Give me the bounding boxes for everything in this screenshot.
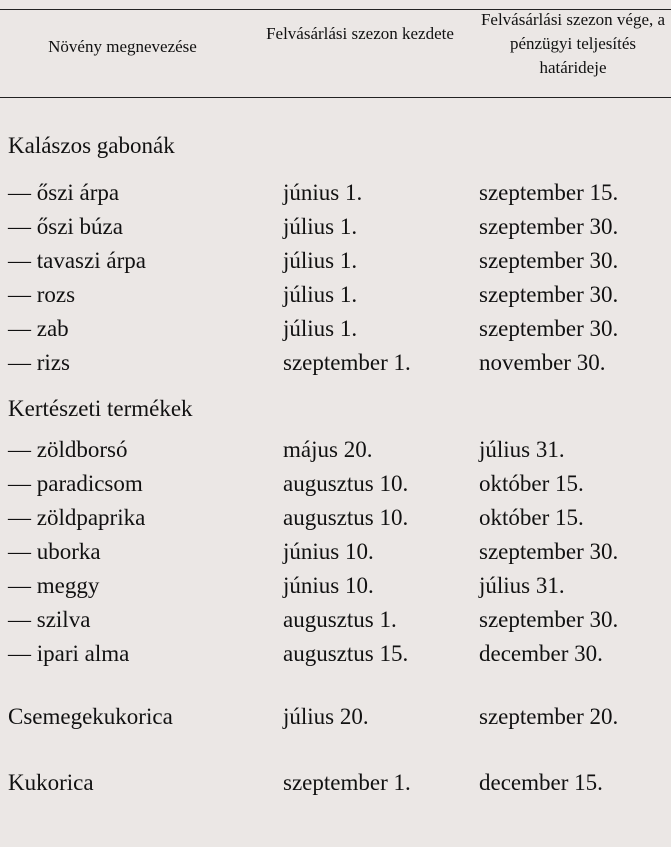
plant-name: — zöldpaprika <box>8 505 146 530</box>
header-season-end: Felvásárlási szezon vége, a pénzügyi teljesítés határideje <box>480 10 666 77</box>
season-end: szeptember 30. <box>479 282 619 307</box>
plant-name: Kukorica <box>8 770 94 795</box>
season-start: június 10. <box>283 573 374 598</box>
season-start: július 20. <box>283 704 369 729</box>
plant-name: — őszi árpa <box>8 180 120 205</box>
plant-name: — zab <box>8 316 69 341</box>
season-end: szeptember 30. <box>479 316 619 341</box>
plant-name: — ipari alma <box>8 641 130 666</box>
table-row <box>0 178 671 210</box>
plant-name: — tavaszi árpa <box>8 248 146 273</box>
season-start: szeptember 1. <box>283 770 411 795</box>
table-row <box>0 639 671 671</box>
plant-name: Csemegekukorica <box>8 704 173 729</box>
season-end: szeptember 30. <box>479 248 619 273</box>
table-row <box>0 768 671 800</box>
season-end: december 15. <box>479 770 603 795</box>
table-header <box>0 0 671 98</box>
season-start: augusztus 15. <box>283 641 409 666</box>
header-season-start: Felvásárlási szezon kezdete <box>266 24 454 43</box>
table-row <box>0 469 671 501</box>
table-row <box>0 280 671 312</box>
season-start: június 10. <box>283 539 374 564</box>
table-row <box>0 246 671 278</box>
season-end: szeptember 20. <box>479 704 619 729</box>
season-start: szeptember 1. <box>283 350 411 375</box>
plant-name: — uborka <box>8 539 101 564</box>
season-end: október 15. <box>479 471 584 496</box>
plant-name: — paradicsom <box>8 471 143 496</box>
season-end: december 30. <box>479 641 603 666</box>
season-end: szeptember 30. <box>479 539 619 564</box>
table-row <box>0 571 671 603</box>
season-start: augusztus 10. <box>283 471 409 496</box>
season-end: július 31. <box>479 573 565 598</box>
table-row <box>0 314 671 346</box>
header-plant-name: Növény megnevezése <box>48 37 197 56</box>
season-end: szeptember 15. <box>479 180 619 205</box>
plant-name: — rozs <box>8 282 76 307</box>
season-start: július 1. <box>283 248 358 273</box>
season-end: szeptember 30. <box>479 607 619 632</box>
table-row <box>0 348 671 380</box>
season-start: június 1. <box>283 180 363 205</box>
table-row <box>0 212 671 244</box>
season-start: augusztus 10. <box>283 505 409 530</box>
season-start: július 1. <box>283 316 358 341</box>
season-end: október 15. <box>479 505 584 530</box>
plant-name: — rizs <box>8 350 70 375</box>
season-start: augusztus 1. <box>283 607 397 632</box>
season-start: július 1. <box>283 214 358 239</box>
season-end: szeptember 30. <box>479 214 619 239</box>
table-row <box>0 605 671 637</box>
season-start: május 20. <box>283 437 373 462</box>
season-end: november 30. <box>479 350 606 375</box>
season-end: július 31. <box>479 437 565 462</box>
plant-name: — őszi búza <box>8 214 123 239</box>
plant-name: — zöldborsó <box>8 437 128 462</box>
section-title: Kertészeti termékek <box>8 396 193 421</box>
plant-name: — szilva <box>8 607 91 632</box>
table-row <box>0 503 671 535</box>
header-rule <box>0 97 671 98</box>
season-start: július 1. <box>283 282 358 307</box>
section-title: Kalászos gabonák <box>8 133 175 158</box>
plant-name: — meggy <box>8 573 100 598</box>
table-row <box>0 435 671 467</box>
table-row <box>0 537 671 569</box>
table-row <box>0 702 671 734</box>
